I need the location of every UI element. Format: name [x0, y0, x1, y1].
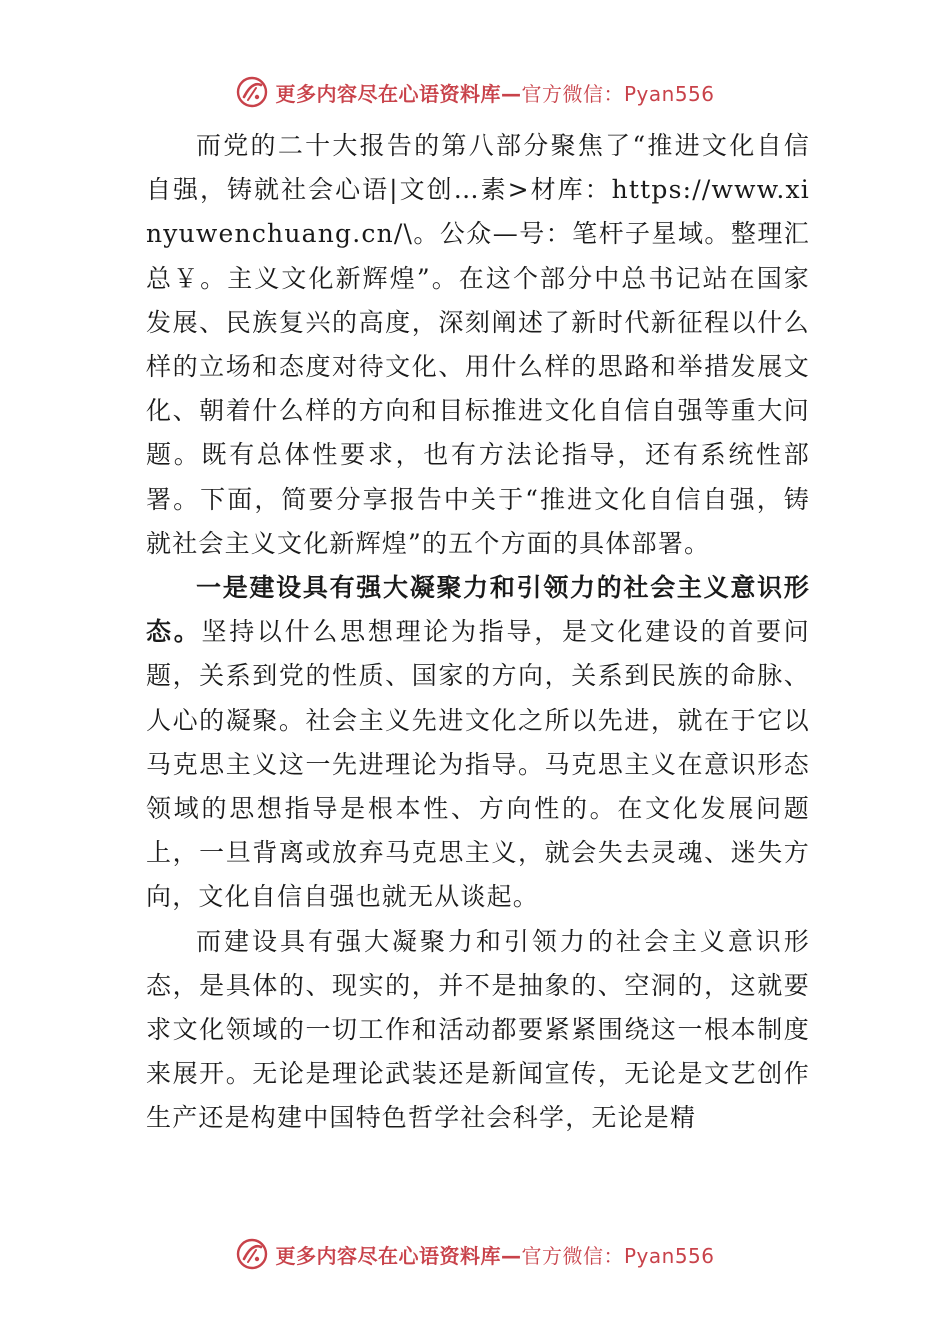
paragraph-point-one	[146, 566, 810, 920]
banner-dash: —	[500, 81, 522, 106]
paragraph-intro	[146, 124, 810, 566]
footer-banner	[0, 1232, 950, 1276]
banner-wechat-label: 官方微信：	[521, 81, 624, 106]
banner-text	[275, 78, 714, 107]
banner-text	[275, 1240, 714, 1269]
header-banner	[0, 70, 950, 114]
brand-logo-icon	[235, 1237, 269, 1271]
banner-main: 更多内容尽在心语资料库	[275, 81, 501, 106]
paragraph-text: 坚持以什么思想理论为指导，是文化建设的首要问题，关系到党的性质、国家的方向，关系到民族的命脉、人心的凝聚。社会主义先进文化之所以先进，就在于它以马克思主义这一先进理论为指导。马克思主义在意识形态领域的思想指导是根本性、方向性的。在文化发展问题上，一旦背离或放弃马克思主义，就会失去灵魂、迷失方向，文化自信自强也就无从谈起。	[146, 617, 810, 912]
banner-wechat-label: 官方微信：	[521, 1243, 624, 1268]
brand-logo-icon	[235, 75, 269, 109]
banner-main: 更多内容尽在心语资料库	[275, 1243, 501, 1268]
banner-wechat-id: Pyan556	[623, 1243, 715, 1268]
paragraph-text: 而建设具有强大凝聚力和引领力的社会主义意识形态，是具体的、现实的，并不是抽象的、空洞的，这就要求文化领域的一切工作和活动都要紧紧围绕这一根本制度来展开。无论是理论武装还是新闻宣传，无论是文艺创作生产还是构建中国特色哲学社会科学，无论是精	[146, 926, 810, 1133]
banner-dash: —	[500, 1243, 522, 1268]
paragraph-point-one-detail	[146, 920, 810, 1141]
paragraph-lead: 一是建设具有强大凝聚力和引领力的社会主义意识形态。	[146, 573, 810, 647]
document-body	[146, 124, 810, 1141]
paragraph-text: 而党的二十大报告的第八部分聚焦了“推进文化自信自强，铸就社会心语|文创…素>材库：https://www.xinyuwenchuang.cn/\。公众—号：笔杆子星域。整理汇总￥。主义文化新辉煌”。在这个部分中总书记站在国家发展、民族复兴的高度，深刻阐述了新时代新征程以什么样的立场和态度对待文化、用什么样的思路和举措发展文化、朝着什么样的方向和目标推进文化自信自强等重大问题。既有总体性要求，也有方法论指导，还有系统性部署。下面，简要分享报告中关于“推进文化自信自强，铸就社会主义文化新辉煌”的五个方面的具体部署。	[146, 131, 810, 558]
banner-wechat-id: Pyan556	[623, 81, 715, 106]
